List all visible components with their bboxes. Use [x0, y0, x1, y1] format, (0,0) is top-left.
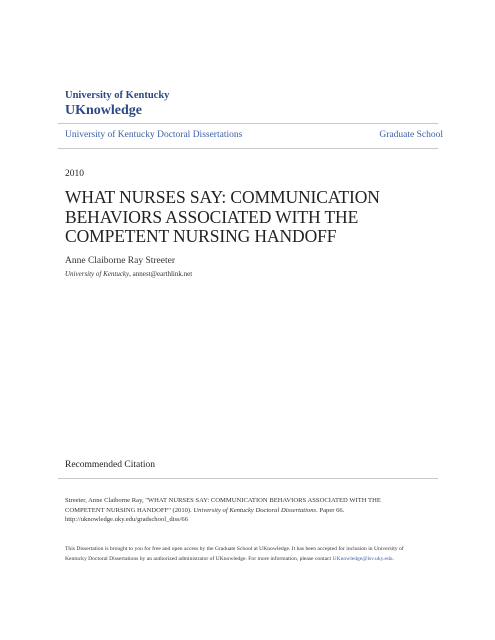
citation-text: [65, 496, 445, 525]
author-name: Anne Claiborne Ray Streeter: [65, 256, 176, 266]
institution-name: University of Kentucky: [65, 90, 170, 101]
repository-name: UKnowledge: [65, 103, 142, 118]
citation-line: [65, 506, 445, 516]
notice-line-2-start: Kentucky Doctoral Dissertations by an authorized administrator of UKnowledge. For more information, please contact: [65, 555, 333, 562]
publication-year: 2010: [65, 169, 84, 179]
access-notice: [65, 545, 445, 564]
author-email: , annest@earthlink.net: [129, 270, 193, 278]
repository-logo[interactable]: [65, 90, 169, 119]
series-link[interactable]: University of Kentucky Doctoral Dissertations: [65, 130, 243, 140]
title-line: COMPETENT NURSING HANDOFF: [65, 226, 337, 246]
title-line: BEHAVIORS ASSOCIATED WITH THE: [65, 206, 359, 227]
title-line: WHAT NURSES SAY: COMMUNICATION: [65, 187, 380, 207]
citation-line: Streeter, Anne Claiborne Ray, "WHAT NURSES SAY: COMMUNICATION BEHAVIORS ASSOCIATED WITH THE: [65, 497, 381, 504]
notice-line: This Dissertation is brought to you for free and open access by the Graduate School at UKnowledge. It has been accepted for inclusion in University of: [65, 546, 404, 552]
citation-line-2-end: . Paper 66.: [316, 506, 345, 514]
contact-email-link[interactable]: UKnowledge@lsv.uky.edu: [332, 555, 393, 562]
affiliation-institution: University of Kentucky: [65, 270, 130, 278]
top-divider: [58, 123, 438, 124]
citation-divider: [58, 478, 438, 479]
citation-line-2-start: COMPETENT NURSING HANDOFF" (2010).: [65, 506, 194, 514]
notice-line: [65, 555, 445, 565]
header-divider: [58, 148, 438, 149]
citation-series: University of Kentucky Doctoral Dissertations: [193, 506, 317, 514]
document-title: [65, 188, 445, 247]
citation-url[interactable]: http://uknowledge.uky.edu/gradschool_diss/66: [65, 516, 189, 523]
citation-heading: Recommended Citation: [65, 460, 155, 470]
author-affiliation: [65, 270, 192, 278]
graduate-school-link[interactable]: Graduate School: [379, 130, 443, 140]
notice-line-2-end: .: [392, 555, 394, 562]
